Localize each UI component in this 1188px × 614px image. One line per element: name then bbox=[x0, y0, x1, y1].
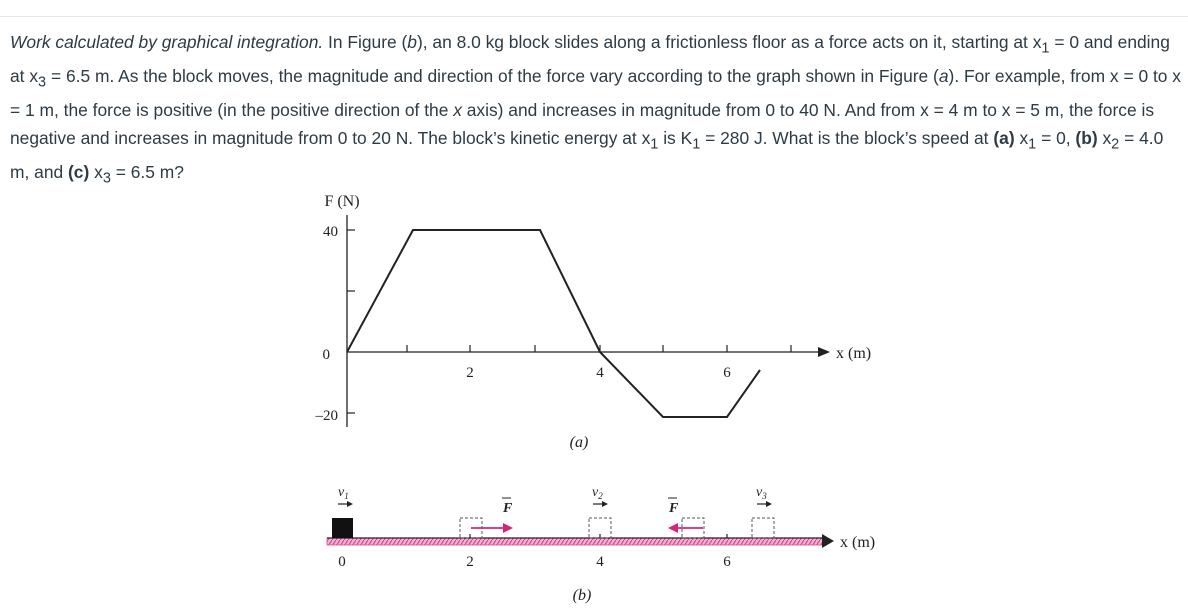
block-outline-6 bbox=[752, 518, 774, 538]
text-segment: x bbox=[1172, 66, 1181, 87]
text-segment: = 1 m, the force is positive (in the positive direction of the bbox=[10, 100, 454, 121]
floor-arrowhead bbox=[822, 534, 834, 548]
text-segment: ). For example, from bbox=[948, 66, 1110, 87]
text-segment: x bbox=[29, 66, 39, 87]
force-label-right: F bbox=[503, 501, 513, 516]
text-segment: x bbox=[94, 161, 103, 182]
text-segment: x bbox=[1019, 127, 1029, 148]
block-diagram bbox=[327, 485, 875, 604]
text-segment: x bbox=[453, 100, 462, 121]
floor-tick-label-2: 2 bbox=[466, 554, 474, 570]
text-segment: a bbox=[938, 66, 949, 87]
subscript: 1 bbox=[1028, 136, 1037, 153]
subscript: 3 bbox=[102, 170, 111, 187]
text-segment: = 0 and ending at bbox=[10, 32, 1170, 87]
text-segment: x bbox=[641, 127, 651, 148]
text-segment: x bbox=[920, 100, 929, 121]
velocity-arrowhead-v2 bbox=[602, 501, 608, 507]
force-label-left: F bbox=[669, 501, 679, 516]
subscript: 1 bbox=[1041, 40, 1050, 57]
text-segment: = 0, bbox=[1036, 127, 1076, 148]
floor-axis-label: x (m) bbox=[840, 534, 876, 551]
subscript: 1 bbox=[692, 136, 701, 153]
text-segment: = 4.0 m, and bbox=[10, 127, 1164, 182]
velocity-label-v1: $v_1$ bbox=[338, 485, 349, 501]
x-tick-label-2: 2 bbox=[466, 365, 474, 381]
floor bbox=[327, 538, 823, 545]
force-arrowhead-right bbox=[503, 523, 513, 533]
question-part-c: (c) bbox=[68, 161, 90, 182]
subscript: 2 bbox=[1111, 136, 1120, 153]
force-arrowhead-left bbox=[668, 523, 678, 533]
problem-title: Work calculated by graphical integration. bbox=[10, 32, 324, 52]
subscript: 3 bbox=[38, 74, 47, 91]
text-segment: x bbox=[1001, 100, 1011, 121]
question-part-a: (a) bbox=[993, 127, 1015, 148]
y-tick-label-0: 0 bbox=[322, 347, 330, 363]
x-tick-label-6: 6 bbox=[723, 365, 731, 381]
text-segment: = 6.5 m? bbox=[110, 161, 184, 182]
caption-a: (a) bbox=[569, 434, 589, 451]
y-axis-label: F (N) bbox=[324, 193, 360, 210]
text-segment: x bbox=[1102, 127, 1112, 148]
floor-tick-label-6: 6 bbox=[723, 554, 731, 570]
text-segment: x bbox=[1109, 66, 1119, 87]
x-tick-label-4: 4 bbox=[596, 365, 604, 381]
x-axis-label: x (m) bbox=[836, 345, 872, 362]
force-graph bbox=[315, 193, 872, 451]
block-solid bbox=[332, 518, 353, 538]
floor-tick-label-4: 4 bbox=[596, 554, 604, 570]
text-segment: is bbox=[658, 127, 681, 148]
text-segment: K bbox=[680, 127, 693, 148]
text-segment: ), an 8.0 kg block slides along a frictionless floor as a force acts on it, starting at bbox=[416, 32, 1033, 52]
y-tick-label-40: 40 bbox=[323, 224, 338, 240]
subscript: 1 bbox=[650, 136, 659, 153]
velocity-label-v3: $v_3$ bbox=[756, 485, 767, 501]
text-segment: = 6.5 m. As the block moves, the magnitude and direction of the force vary according to the graph shown in Figure ( bbox=[46, 66, 939, 87]
floor-tick-label-0: 0 bbox=[338, 554, 346, 570]
text-segment: x bbox=[1032, 32, 1042, 52]
text-segment: = 0 to bbox=[1118, 66, 1173, 87]
velocity-label-v2: $v_2$ bbox=[592, 485, 603, 501]
force-curve bbox=[347, 230, 760, 417]
velocity-arrowhead-v1 bbox=[347, 501, 353, 507]
text-segment: = 280 J. What is the block’s speed at bbox=[700, 127, 994, 148]
y-tick-label-neg20: –20 bbox=[315, 408, 338, 424]
text-segment: = 5 m, the force is negative and increases in magnitude from 0 to 20 N. The block’s kinetic energy at bbox=[10, 100, 1155, 148]
text-segment: = 4 m to bbox=[928, 100, 1002, 121]
caption-b: (b) bbox=[572, 587, 592, 604]
text-segment: In Figure ( bbox=[323, 32, 408, 52]
velocity-arrowhead-v3 bbox=[766, 501, 772, 507]
text-segment: axis) and increases in magnitude from 0 to 40 N. And from bbox=[461, 100, 921, 121]
question-part-b: (b) bbox=[1075, 127, 1098, 148]
text-segment: b bbox=[407, 32, 417, 52]
x-axis-arrowhead bbox=[818, 347, 830, 357]
